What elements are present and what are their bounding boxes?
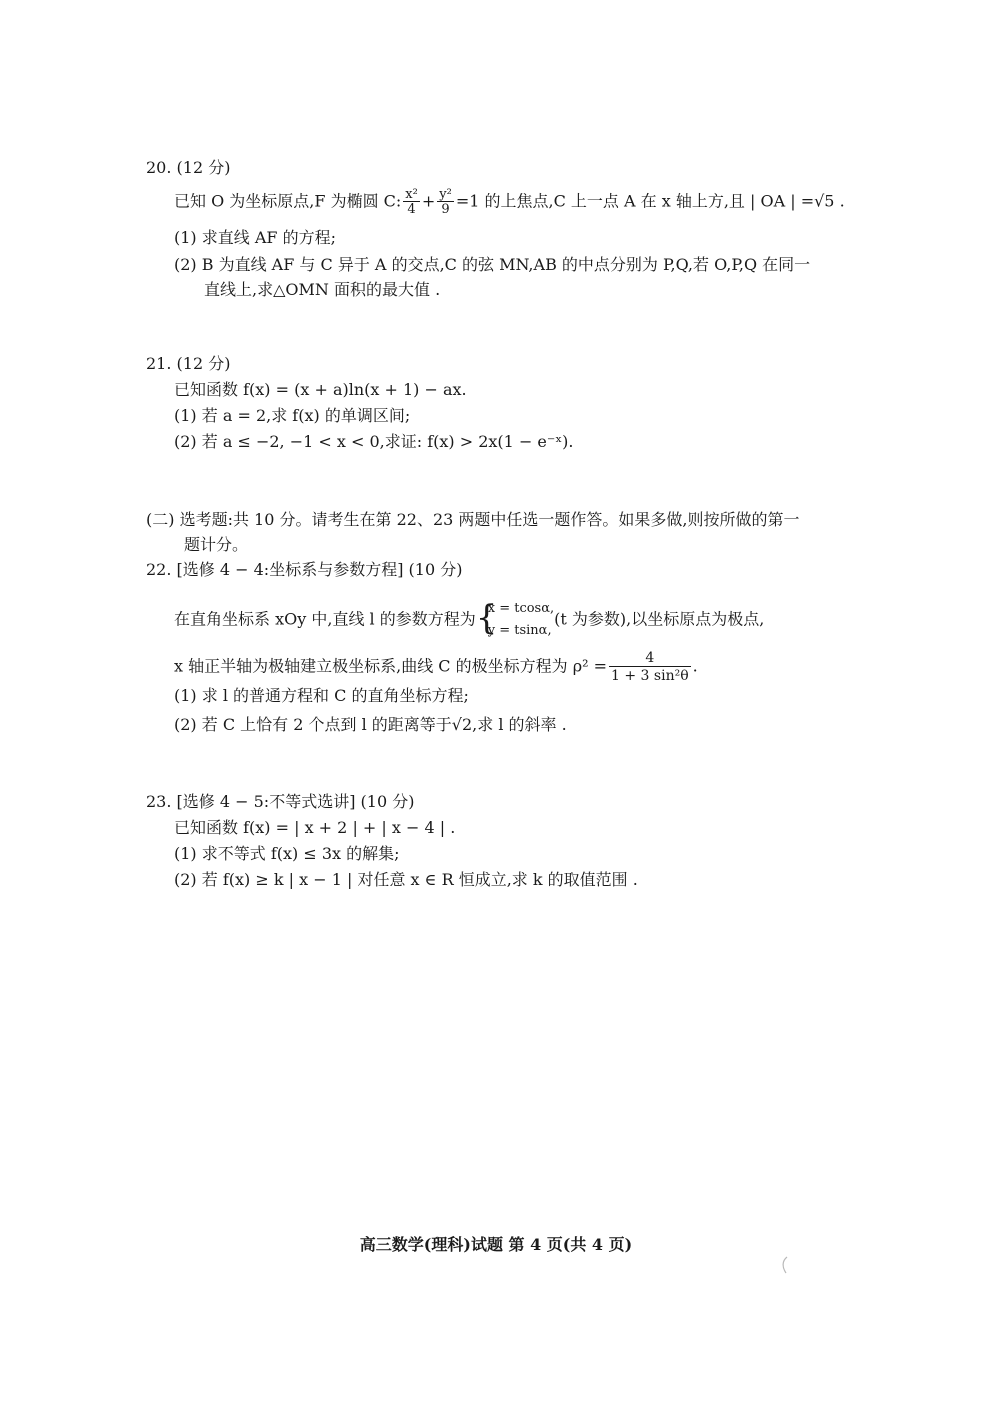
q22-part1: (1) 求 l 的普通方程和 C 的直角坐标方程;: [174, 686, 469, 705]
q22-polar-denominator: 1 + 3 sin²θ: [611, 668, 689, 684]
scan-mark-icon: [778, 1255, 792, 1275]
q23-header: 23. [选修 4 − 5:不等式选讲] (10 分): [146, 792, 415, 811]
q22-polar-fraction: [609, 650, 691, 684]
left-brace-icon: {: [475, 598, 498, 638]
q20-part2-line2: 直线上,求△OMN 面积的最大值 .: [204, 280, 441, 299]
q20-header: 20. (12 分): [146, 158, 231, 177]
q20-fraction-y-numerator: y²: [439, 187, 452, 202]
q22-part2: (2) 若 C 上恰有 2 个点到 l 的距离等于√2,求 l 的斜率 .: [174, 715, 567, 734]
q22-line2: [174, 650, 698, 684]
q20-plus: +: [421, 191, 436, 211]
q20-stem: [174, 188, 845, 216]
q20-fraction-x-numerator: x²: [405, 187, 418, 202]
q22-line2-post: .: [692, 656, 698, 676]
q20-part2-line1: (2) B 为直线 AF 与 C 异于 A 的交点,C 的弦 MN,AB 的中点分别为 P,Q,若 O,P,Q 在同一: [174, 255, 811, 274]
q22-header: 22. [选修 4 − 4:坐标系与参数方程] (10 分): [146, 560, 463, 579]
q22-eq-x: x = tcosα,: [487, 601, 555, 616]
q23-stem: 已知函数 f(x) = | x + 2 | + | x − 4 | .: [174, 818, 456, 837]
q22-line2-pre: x 轴正半轴为极轴建立极坐标系,曲线 C 的极坐标方程为 ρ² =: [174, 656, 608, 676]
page-footer: 高三数学(理科)试题 第 4 页(共 4 页): [359, 1235, 633, 1254]
q20-stem-post: =1 的上焦点,C 上一点 A 在 x 轴上方,且 | OA | =√5 .: [455, 191, 845, 211]
q20-fraction-y: [437, 188, 454, 216]
q20-fraction-y-denominator: 9: [437, 201, 454, 216]
q23-part2: (2) 若 f(x) ≥ k | x − 1 | 对任意 x ∈ R 恒成立,求 k 的取值范围 .: [174, 870, 638, 889]
q22-stem-post: (t 为参数),以坐标原点为极点,: [554, 609, 765, 629]
q23-part1: (1) 求不等式 f(x) ≤ 3x 的解集;: [174, 844, 400, 863]
q21-stem: 已知函数 f(x) = (x + a)ln(x + 1) − ax.: [174, 380, 467, 399]
elective-intro-line2: 题计分。: [184, 535, 249, 554]
q22-stem: [174, 598, 764, 642]
q21-part1: (1) 若 a = 2,求 f(x) 的单调区间;: [174, 406, 411, 425]
q21-part2: (2) 若 a ≤ −2, −1 < x < 0,求证: f(x) > 2x(1 − e⁻ˣ).: [174, 432, 574, 451]
elective-intro-line1: (二) 选考题:共 10 分。请考生在第 22、23 两题中任选一题作答。如果多做,则按所做的第一: [146, 510, 800, 529]
q20-part1: (1) 求直线 AF 的方程;: [174, 228, 336, 247]
q22-polar-numerator: 4: [645, 650, 655, 666]
q21-header: 21. (12 分): [146, 354, 231, 373]
q22-eq-y: y = tsinα,: [487, 623, 552, 638]
q22-parametric-system: [476, 598, 554, 642]
q20-fraction-x-denominator: 4: [403, 201, 420, 216]
q22-stem-pre: 在直角坐标系 xOy 中,直线 l 的参数方程为: [174, 609, 476, 629]
q20-stem-pre: 已知 O 为坐标原点,F 为椭圆 C:: [174, 191, 402, 211]
q20-fraction-x: [403, 188, 420, 216]
